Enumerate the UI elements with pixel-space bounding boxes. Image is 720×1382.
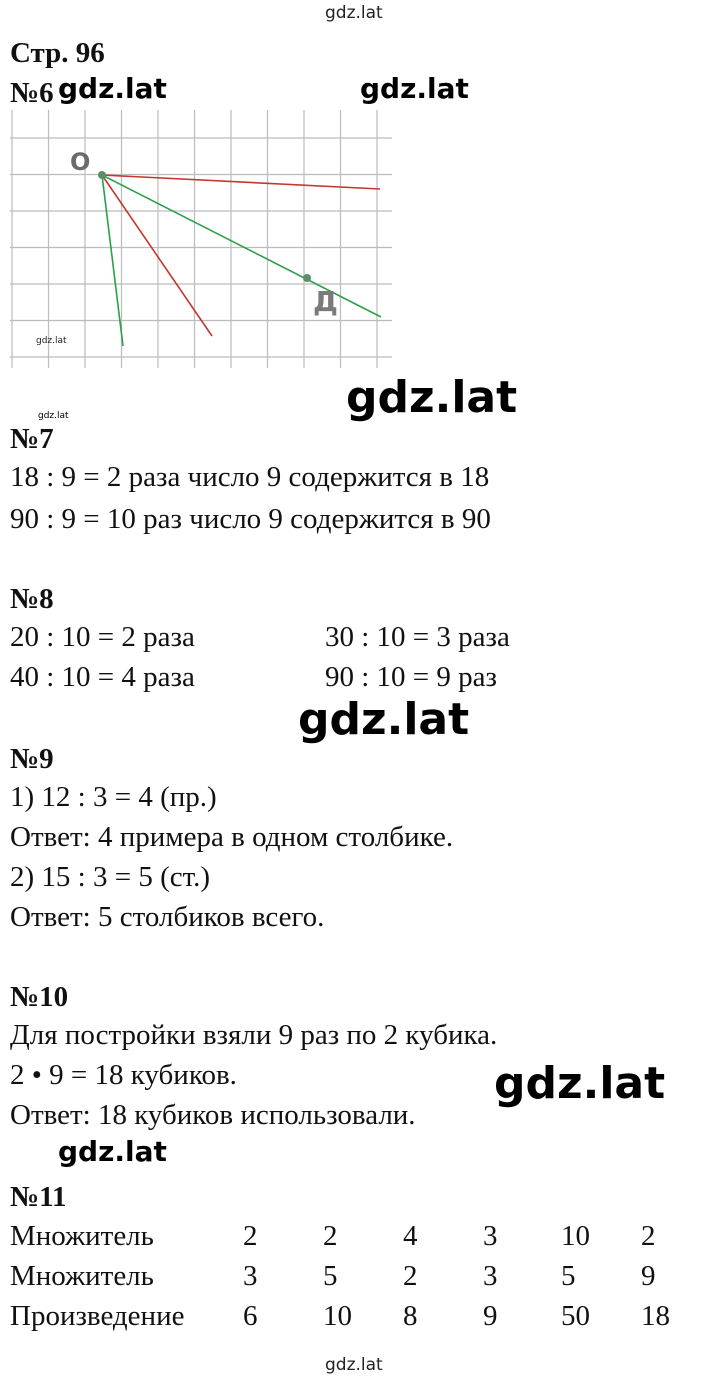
table-cell: 4 bbox=[403, 1219, 418, 1252]
table-cell: 18 bbox=[641, 1299, 670, 1332]
watermark-w4: gdz.lat bbox=[298, 694, 470, 745]
figure-grid bbox=[10, 110, 392, 368]
task10-line-2: 2 • 9 = 18 кубиков. bbox=[10, 1059, 237, 1091]
task8-number: №8 bbox=[10, 583, 54, 615]
task6-number: №6 bbox=[10, 77, 54, 109]
table-cell: 2 bbox=[323, 1219, 338, 1252]
table-cell: 9 bbox=[483, 1299, 498, 1332]
factor-table bbox=[10, 1216, 691, 1336]
point-o-label: О bbox=[70, 148, 91, 176]
table-cell: 2 bbox=[641, 1219, 656, 1252]
task8-left-1: 20 : 10 = 2 раза bbox=[10, 621, 195, 653]
task8-right-1: 30 : 10 = 3 раза bbox=[325, 621, 510, 653]
table-cell: 8 bbox=[403, 1299, 418, 1332]
task10-line-1: Для постройки взяли 9 раз по 2 кубика. bbox=[10, 1019, 498, 1051]
task7-line-2: 90 : 9 = 10 раз число 9 содержится в 90 bbox=[10, 503, 491, 535]
ray-red-horizontal bbox=[102, 175, 380, 189]
point-o-dot bbox=[98, 171, 106, 179]
task9-number: №9 bbox=[10, 743, 54, 775]
table-cell: 10 bbox=[561, 1219, 590, 1252]
task8-left-2: 40 : 10 = 4 раза bbox=[10, 661, 195, 693]
watermark-w5: gdz.lat bbox=[494, 1058, 666, 1109]
row-label: Произведение bbox=[10, 1299, 185, 1332]
task10-line-3: Ответ: 18 кубиков использовали. bbox=[10, 1099, 416, 1131]
table-cell: 10 bbox=[323, 1299, 352, 1332]
row-label: Множитель bbox=[10, 1259, 154, 1292]
table-cell: 5 bbox=[323, 1259, 338, 1292]
watermark-top: gdz.lat bbox=[325, 3, 383, 23]
watermark-w3: gdz.lat bbox=[346, 372, 518, 423]
table-row bbox=[10, 1256, 691, 1296]
ray-green-through-d bbox=[102, 175, 381, 317]
task9-line-2: Ответ: 4 примера в одном столбике. bbox=[10, 821, 454, 853]
watermark-w2: gdz.lat bbox=[360, 72, 469, 105]
watermark-w6: gdz.lat bbox=[58, 1135, 167, 1168]
page-title: Стр. 96 bbox=[10, 37, 105, 69]
row-label: Множитель bbox=[10, 1219, 154, 1252]
task11-number: №11 bbox=[10, 1181, 67, 1213]
table-cell: 3 bbox=[483, 1219, 498, 1252]
task8-right-2: 90 : 10 = 9 раз bbox=[325, 661, 497, 693]
table-cell: 3 bbox=[243, 1259, 258, 1292]
table-cell: 2 bbox=[403, 1259, 418, 1292]
table-cell: 3 bbox=[483, 1259, 498, 1292]
point-d-dot bbox=[303, 274, 311, 282]
task9-line-1: 1) 12 : 3 = 4 (пр.) bbox=[10, 781, 217, 813]
task9-line-4: Ответ: 5 столбиков всего. bbox=[10, 901, 325, 933]
watermark-tiny2: gdz.lat bbox=[38, 411, 69, 421]
point-d-label: Д bbox=[313, 285, 338, 318]
task7-number: №7 bbox=[10, 423, 54, 455]
table-cell: 9 bbox=[641, 1259, 656, 1292]
watermark-bottom: gdz.lat bbox=[325, 1355, 383, 1375]
angle-figure bbox=[0, 110, 400, 372]
watermark-w1: gdz.lat bbox=[58, 72, 171, 105]
watermark-tiny1: gdz.lat bbox=[36, 336, 67, 346]
table-row bbox=[10, 1296, 691, 1336]
table-cell: 6 bbox=[243, 1299, 258, 1332]
task10-number: №10 bbox=[10, 981, 69, 1013]
table-row bbox=[10, 1216, 691, 1256]
task9-line-3: 2) 15 : 3 = 5 (ст.) bbox=[10, 861, 210, 893]
task7-line-1: 18 : 9 = 2 раза число 9 содержится в 18 bbox=[10, 461, 490, 493]
table-cell: 50 bbox=[561, 1299, 590, 1332]
table-cell: 2 bbox=[243, 1219, 258, 1252]
table-cell: 5 bbox=[561, 1259, 576, 1292]
